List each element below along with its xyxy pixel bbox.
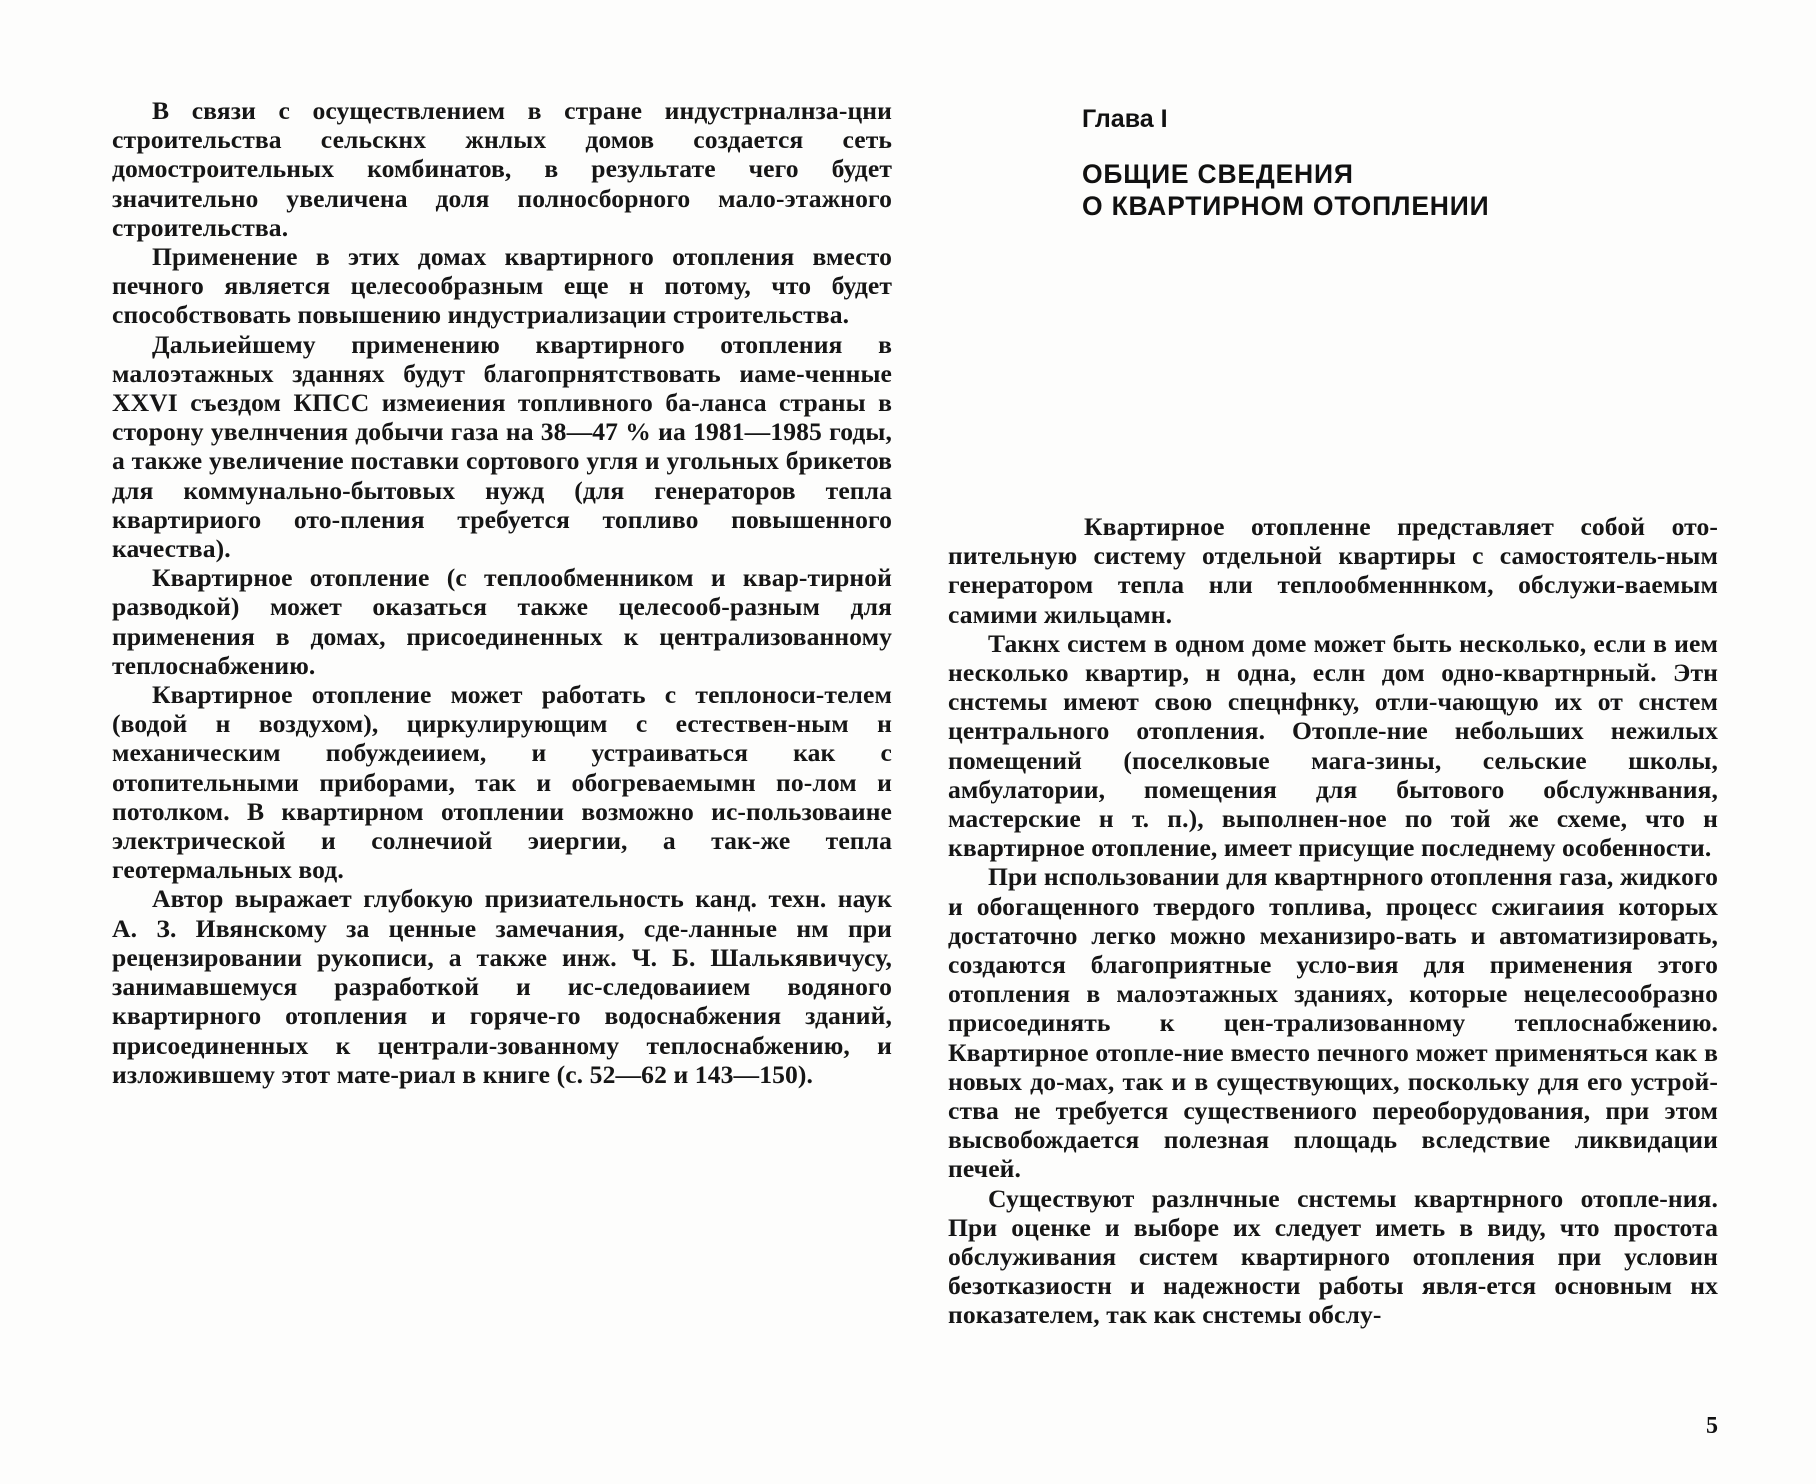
left-page-text	[112, 96, 892, 1089]
right-paragraph-2: Такнх систем в одном доме может быть несколько, если в ием несколько квартир, н одна, еслн дом одно-квартнрный. Этн снстемы имеют свою спецнфнку, отли-чающую их от снстем центрального отопления. Отопле-ние небольших нежилых помещений (поселковые мага-зины, сельские школы, амбулатории, помещения для бытового обслужнвания, мастерские н т. п.), выполнен-ное по той же схеме, что н квартирное отопление, имеет присущие последнему особенности.	[948, 628, 1718, 863]
left-paragraph-2: Применение в этих домах квартирного отопления вместо печного является целесообразным еще н потому, что будет способствовать повышению индустриализации строительства.	[112, 242, 892, 330]
page-number: 5	[1706, 1413, 1718, 1439]
left-paragraph-1: В связи с осуществлением в стране индустрналнза-цни строительства сельскнх жнлых домов создается сеть домостроительных комбинатов, в результате чего будет значительно увеличена доля полносборного мало-этажного строительства.	[112, 96, 892, 242]
left-paragraph-6: Автор выражает глубокую призиательность канд. техн. наук А. З. Ивянскому за ценные замечания, сде-ланные нм при рецензировании рукописи, а также инж. Ч. Б. Шалькявичусу, занимавшемуся разработкой и ис-следоваиием водяного квартирного отопления и горяче-го водоснабжения зданий, присоединенных к централи-зованному теплоснабжению, и изложившему этот мате-риал в книге (с. 52—62 и 143—150).	[112, 884, 892, 1089]
right-page-text	[948, 512, 1718, 1330]
chapter-title-line-2: О КВАРТИРНОМ ОТОПЛЕНИИ	[1082, 191, 1490, 221]
left-paragraph-3: Дальиейшему применению квартирного отопления в малоэтажных зданнях будут благопрнятствовать иаме-ченные XXVI съездом КПСС измеиения топливного ба-ланса страны в сторону увелнчения добычи газа на 38—47 % иа 1981—1985 годы, а также увеличение поставки сортового угля и угольных брикетов для коммунально-бытовых нужд (для генераторов тепла квартириого ото-пления требуется топливо повышенного качества).	[112, 329, 892, 564]
right-paragraph-1: Квартирное отопленне представляет собой ото-пительную систему отдельной квартиры с самостоятель-ным генератором тепла нли теплообменннком, обслужи-ваемым самими жильцамн.	[948, 512, 1718, 629]
chapter-title-line-1: ОБЩИЕ СВЕДЕНИЯ	[1082, 159, 1354, 189]
left-paragraph-5: Квартирное отопление может работать с теплоноси-телем (водой н воздухом), циркулирующим с естествен-ным н механическим побуждеиием, и устраиваться как с отопительными приборами, так и обогреваемымн по-лом и потолком. В квартирном отоплении возможно ис-пользоваине электрической и солнечиой эиергии, а так-же тепла геотермальных вод.	[112, 680, 892, 885]
right-paragraph-3: При нспользовании для квартнрного отоплення газа, жидкого и обогащенного твердого топлива, процесс сжигаиия которых достаточно легко можно механизиро-вать и автоматизировать, создаются благоприятные усло-вия для применения этого отопления в малоэтажных зданиях, которые нецелесообразно присоединять к цен-трализованному теплоснабжению. Квартирное отопле-ние вместо печного может применяться как в новых до-мах, так и в существующих, поскольку для его устрой-ства не требуется существениого переоборудования, при этом высвобождается полезная площадь вследствие ликвидации печей.	[948, 862, 1718, 1184]
chapter-heading	[1082, 104, 1489, 222]
right-paragraph-4: Существуют разлнчные снстемы квартнрного отопле-ния. При оценке и выборе их следует иметь в виду, что простота обслуживания систем квартирного отопления при условин безотказиостн и надежности работы явля-ется основным нх показателем, так как снстемы обслу-	[948, 1183, 1718, 1330]
chapter-label: Глава I	[1082, 105, 1168, 133]
left-paragraph-4: Квартирное отопление (с теплообменником и квар-тирной разводкой) может оказаться также целесооб-разным для применения в домах, присоединенных к централизованному теплоснабжению.	[112, 563, 892, 680]
